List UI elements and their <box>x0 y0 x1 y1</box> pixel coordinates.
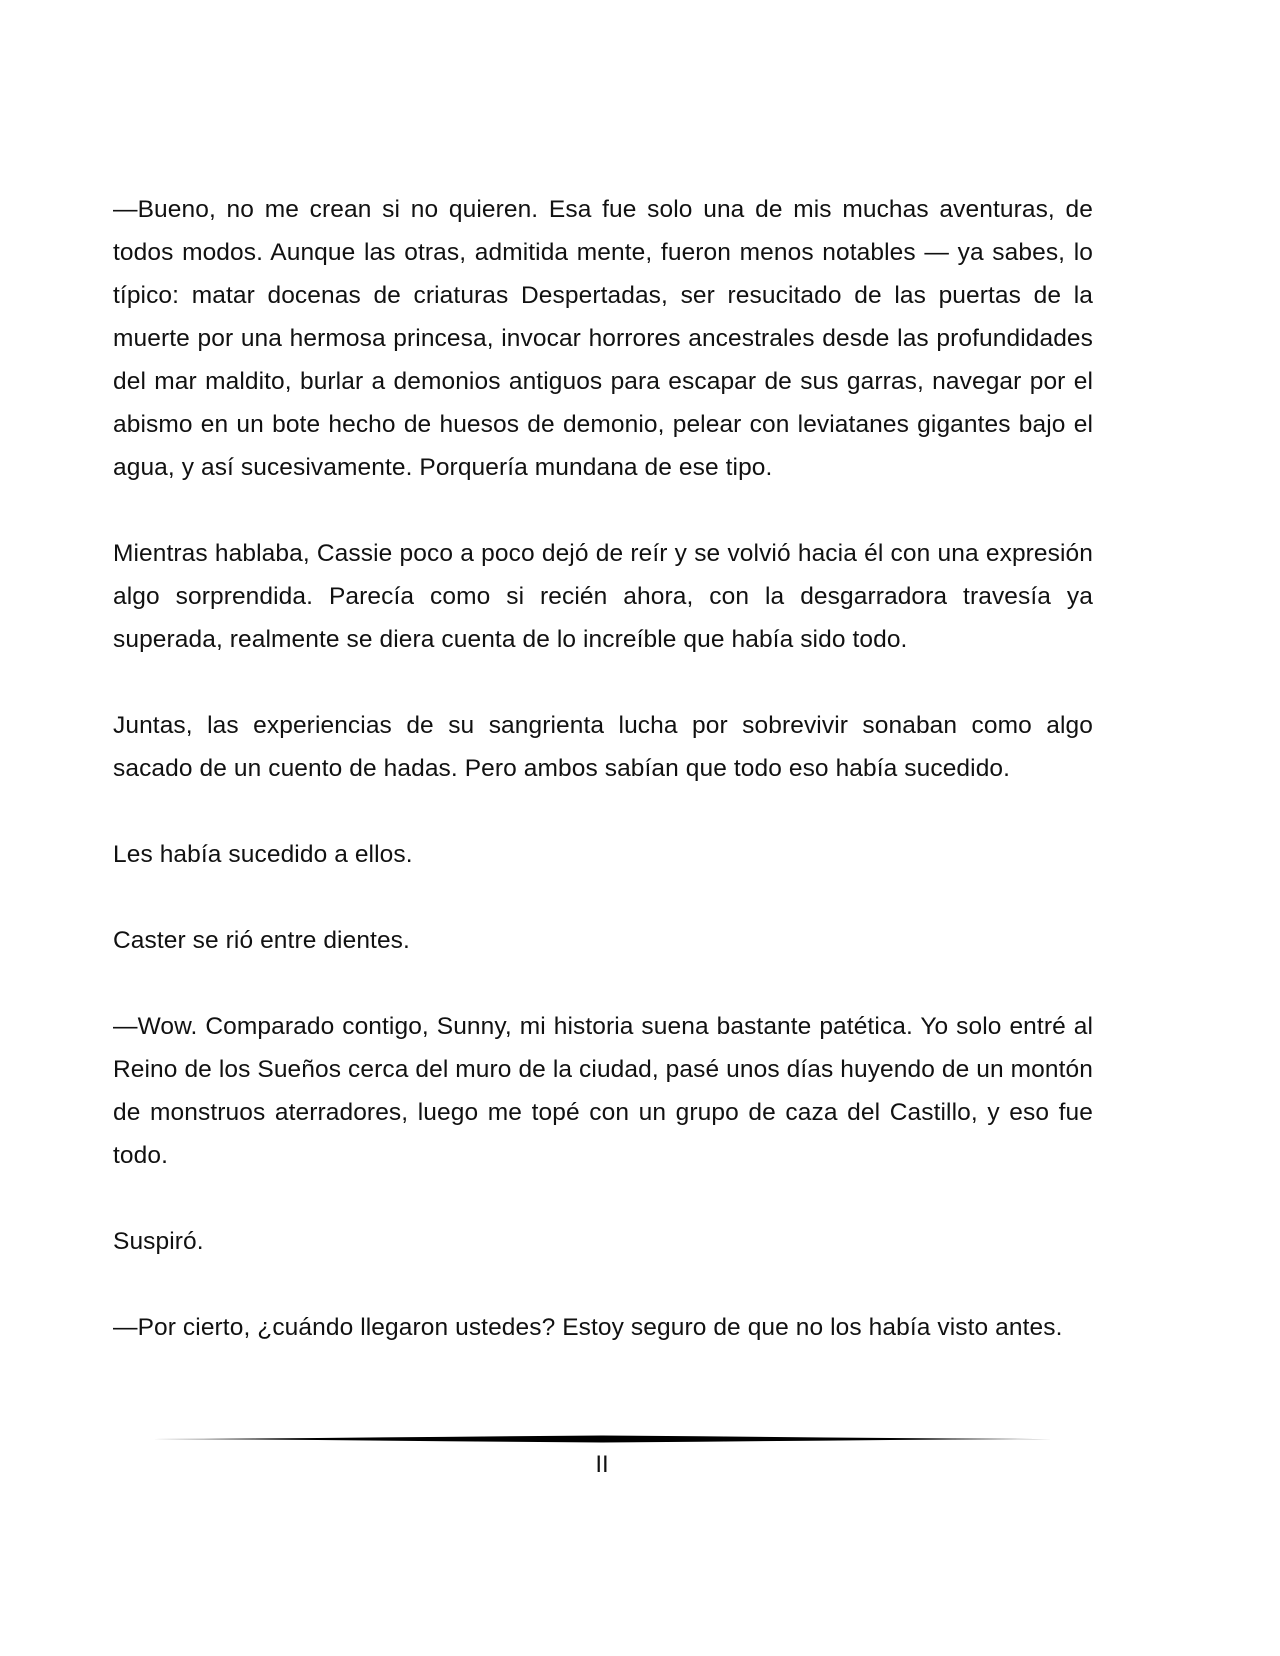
page-number: II <box>595 1451 609 1478</box>
body-text <box>113 188 1093 1349</box>
paragraph: Les había sucedido a ellos. <box>113 841 413 868</box>
paragraph: Mientras hablaba, Cassie poco a poco dejó de reír y se volvió hacia él con una expresión algo sorprendida. Parecía como si recién ahora, con la desgarradora travesía ya superada, realmente se diera cuenta de lo increíble que había sido todo. <box>113 540 1093 653</box>
paragraph: Juntas, las experiencias de su sangrienta lucha por sobrevivir sonaban como algo sacado de un cuento de hadas. Pero ambos sabían que todo eso había sucedido. <box>113 712 1093 782</box>
paragraph: —Bueno, no me crean si no quieren. Esa fue solo una de mis muchas aventuras, de todos modos. Aunque las otras, admitida mente, fueron menos notables — ya sabes, lo típico: matar docenas de criaturas Despertadas, ser resucitado de las puertas de la muerte por una hermosa princesa, invocar horrores ancestrales desde las profundidades del mar maldito, burlar a demonios antiguos para escapar de sus garras, navegar por el abismo en un bote hecho de huesos de demonio, pelear con leviatanes gigantes bajo el agua, y así sucesivamente. Porquería mundana de ese tipo. <box>113 196 1093 481</box>
paragraph: —Wow. Comparado contigo, Sunny, mi historia suena bastante patética. Yo solo entré al Reino de los Sueños cerca del muro de la ciudad, pasé unos días huyendo de un montón de monstruos aterradores, luego me topé con un grupo de caza del Castillo, y eso fue todo. <box>113 1013 1093 1169</box>
footer-divider <box>152 1432 1052 1446</box>
paragraph: Caster se rió entre dientes. <box>113 927 410 954</box>
paragraph: —Por cierto, ¿cuándo llegaron ustedes? Estoy seguro de que no los había visto antes. <box>113 1314 1063 1341</box>
paragraph: Suspiró. <box>113 1228 204 1255</box>
